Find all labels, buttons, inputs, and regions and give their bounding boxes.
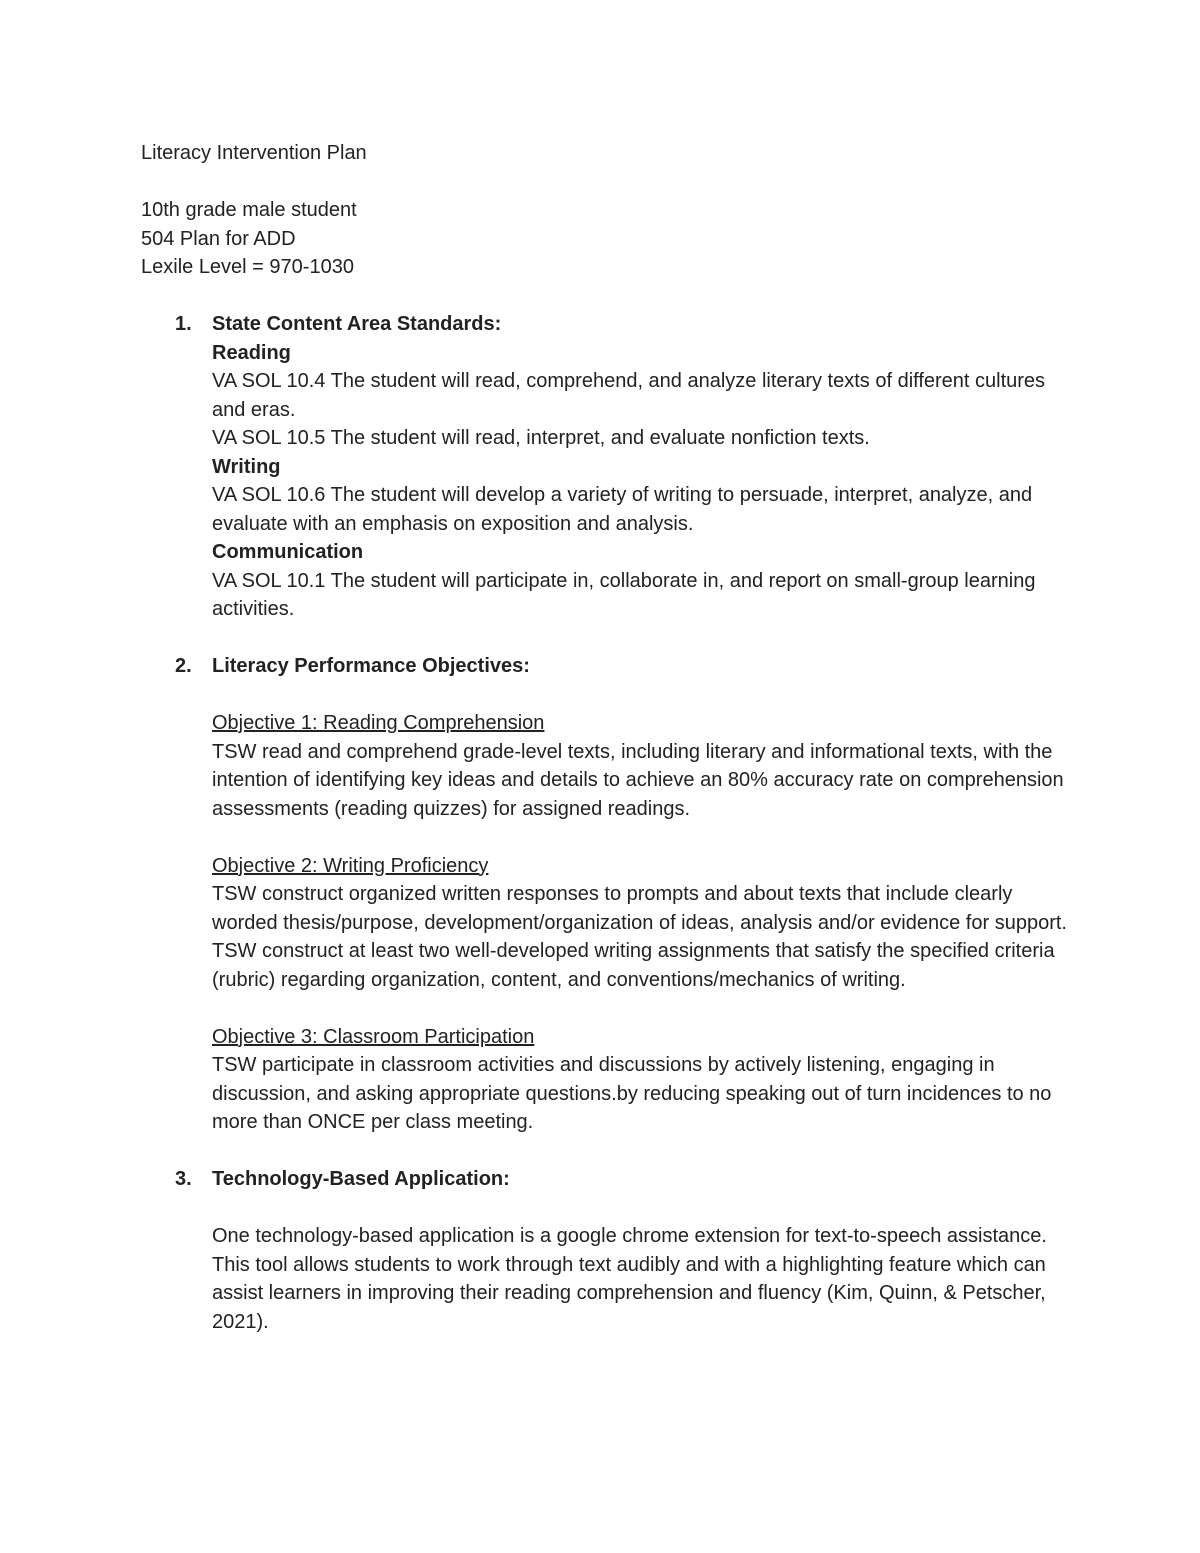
- spacer: [212, 1194, 1071, 1223]
- reading-standard-1: VA SOL 10.4 The student will read, comprehend, and analyze literary texts of different cultures and eras.: [212, 370, 1046, 421]
- section-number: 2.: [175, 655, 192, 677]
- section-objectives: [141, 652, 1071, 1137]
- objective-text: TSW read and comprehend grade-level texts, including literary and informational texts, with the intention of identifying key ideas and details to achieve an 80% accuracy rate on comprehension assessments (reading quizzes) for assigned readings.: [212, 740, 1064, 820]
- spacer: [141, 168, 1071, 197]
- spacer: [212, 994, 1071, 1023]
- objective-title: Objective 3: Classroom Participation: [212, 1025, 535, 1048]
- spacer: [141, 282, 1071, 311]
- document-title: Literacy Intervention Plan: [141, 142, 367, 164]
- spacer: [212, 823, 1071, 852]
- technology-text: One technology-based application is a google chrome extension for text-to-speech assistance. This tool allows students to work through text audibly and with a highlighting feature which can assist learners in improving their reading comprehension and fluency (Kim, Quinn, & Petscher, 2021).: [212, 1225, 1047, 1333]
- section-standards: [141, 310, 1071, 624]
- student-grade: 10th grade male student: [141, 199, 357, 221]
- section-heading: State Content Area Standards:: [212, 313, 502, 335]
- section-heading: Technology-Based Application:: [212, 1168, 510, 1190]
- section-technology: [141, 1165, 1071, 1336]
- objective-text: TSW construct organized written responses to prompts and about texts that include clearly worded thesis/purpose, development/organization of ideas, analysis and/or evidence for support. TSW construct at least two well-developed writing assignments that satisfy the specified criteria (rubric) regarding organization, content, and conventions/mechanics of writing.: [212, 883, 1067, 991]
- document-page: [141, 139, 1071, 1336]
- objective-title: Objective 2: Writing Proficiency: [212, 854, 489, 877]
- section-heading: Literacy Performance Objectives:: [212, 655, 530, 677]
- student-lexile: Lexile Level = 970-1030: [141, 256, 354, 278]
- reading-standard-2: VA SOL 10.5 The student will read, interpret, and evaluate nonfiction texts.: [212, 427, 870, 449]
- section-number: 3.: [175, 1168, 192, 1190]
- communication-standard-1: VA SOL 10.1 The student will participate in, collaborate in, and report on small-group learning activities.: [212, 569, 1036, 620]
- reading-label: Reading: [212, 341, 291, 364]
- section-number: 1.: [175, 313, 192, 335]
- student-plan: 504 Plan for ADD: [141, 227, 296, 250]
- spacer: [141, 1137, 1071, 1166]
- spacer: [212, 681, 1071, 710]
- objective-text: TSW participate in classroom activities and discussions by actively listening, engaging in discussion, and asking appropriate questions.by reducing speaking out of turn incidences to no more than ONCE per class meeting.: [212, 1054, 1052, 1133]
- communication-label: Communication: [212, 541, 364, 563]
- spacer: [141, 624, 1071, 653]
- writing-standard-1: VA SOL 10.6 The student will develop a variety of writing to persuade, interpret, analyze, and evaluate with an emphasis on exposition and analysis.: [212, 484, 1033, 535]
- objective-title: Objective 1: Reading Comprehension: [212, 712, 545, 734]
- writing-label: Writing: [212, 455, 281, 478]
